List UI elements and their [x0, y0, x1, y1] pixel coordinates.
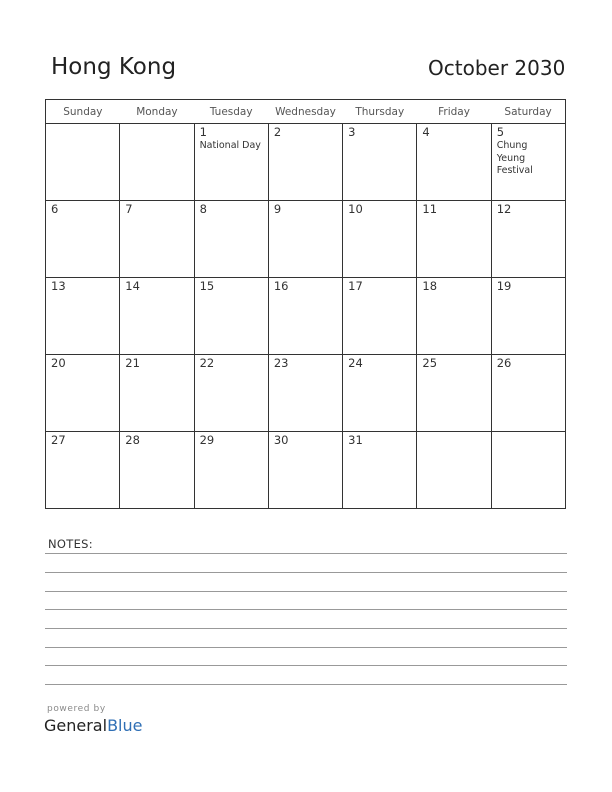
- day-number: 5: [496, 125, 505, 139]
- weekday-monday: Monday: [120, 100, 194, 124]
- day-number: 3: [348, 125, 356, 139]
- notes-line: [45, 684, 567, 685]
- day-cell: [46, 278, 120, 355]
- week-row: [46, 124, 566, 201]
- day-number: 13: [51, 279, 66, 293]
- day-cell: [268, 201, 342, 278]
- day-number: 9: [273, 202, 282, 216]
- day-number: 30: [273, 433, 289, 447]
- day-cell: [120, 432, 194, 509]
- notes-line: [45, 665, 567, 666]
- notes-line: [45, 647, 567, 648]
- weekday-thursday: Thursday: [343, 100, 417, 124]
- logo-general-text: General: [44, 716, 108, 735]
- day-number: 7: [125, 202, 133, 216]
- day-cell: [194, 355, 268, 432]
- day-cell: [268, 355, 342, 432]
- powered-by-text: powered by: [47, 704, 106, 714]
- day-cell: [343, 201, 417, 278]
- day-number: 23: [273, 356, 289, 370]
- month-year-title: October 2030: [428, 56, 566, 80]
- day-number: 17: [348, 279, 363, 293]
- notes-label: NOTES:: [48, 537, 93, 551]
- day-number: 28: [125, 433, 140, 447]
- day-cell: [343, 432, 417, 509]
- day-number: 25: [422, 356, 438, 370]
- day-cell: [194, 201, 268, 278]
- day-number: 26: [496, 356, 512, 370]
- holiday-label: Chung Yeung Festival: [496, 140, 533, 176]
- day-cell: [46, 432, 120, 509]
- day-cell: [491, 201, 565, 278]
- day-number: 2: [273, 125, 282, 139]
- day-cell: [268, 432, 342, 509]
- day-number: 4: [422, 125, 430, 139]
- day-number: 16: [273, 279, 289, 293]
- day-cell: [417, 278, 491, 355]
- weekday-header-row: [46, 100, 566, 124]
- day-cell: [268, 278, 342, 355]
- day-cell: [343, 278, 417, 355]
- day-cell: [46, 355, 120, 432]
- day-cell: [120, 201, 194, 278]
- day-cell: [491, 355, 565, 432]
- day-cell: [120, 278, 194, 355]
- day-cell: [417, 432, 491, 509]
- day-number: 18: [422, 279, 438, 293]
- logo-blue-text: Blue: [107, 716, 143, 735]
- day-number: 14: [125, 279, 140, 293]
- calendar-grid: [45, 99, 566, 509]
- week-row: [46, 355, 566, 432]
- day-number: 1: [199, 125, 207, 139]
- day-cell: [417, 201, 491, 278]
- day-number: 11: [422, 202, 438, 216]
- week-row: [46, 278, 566, 355]
- day-cell: [491, 278, 565, 355]
- day-number: 20: [51, 356, 66, 370]
- day-number: 15: [199, 279, 215, 293]
- day-cell: [417, 355, 491, 432]
- day-cell: [194, 278, 268, 355]
- day-number: 27: [51, 433, 66, 447]
- week-row: [46, 432, 566, 509]
- day-cell: [417, 124, 491, 201]
- day-cell: [343, 124, 417, 201]
- day-number: 12: [496, 202, 512, 216]
- notes-line: [45, 628, 567, 629]
- day-number: 24: [348, 356, 363, 370]
- day-cell: [194, 124, 268, 201]
- notes-line: [45, 553, 567, 554]
- week-row: [46, 201, 566, 278]
- day-cell: [268, 124, 342, 201]
- day-number: 31: [348, 433, 363, 447]
- weekday-friday: Friday: [417, 100, 491, 124]
- day-cell: [120, 124, 194, 201]
- day-number: 19: [496, 279, 512, 293]
- notes-line: [45, 572, 567, 573]
- weekday-sunday: Sunday: [46, 100, 120, 124]
- day-cell: [120, 355, 194, 432]
- day-number: 10: [348, 202, 363, 216]
- notes-line: [45, 609, 567, 610]
- generalblue-logo: [44, 716, 142, 735]
- day-number: 21: [125, 356, 140, 370]
- holiday-label: National Day: [199, 140, 261, 151]
- day-number: 8: [199, 202, 207, 216]
- notes-line: [45, 591, 567, 592]
- day-number: 6: [51, 202, 59, 216]
- day-cell: [46, 201, 120, 278]
- day-cell: [491, 124, 565, 201]
- country-title: Hong Kong: [51, 54, 177, 80]
- day-cell: [194, 432, 268, 509]
- day-cell: [491, 432, 565, 509]
- day-number: 22: [199, 356, 215, 370]
- weekday-tuesday: Tuesday: [194, 100, 268, 124]
- day-cell: [46, 124, 120, 201]
- day-number: 29: [199, 433, 215, 447]
- weekday-saturday: Saturday: [491, 100, 565, 124]
- weekday-wednesday: Wednesday: [268, 100, 342, 124]
- day-cell: [343, 355, 417, 432]
